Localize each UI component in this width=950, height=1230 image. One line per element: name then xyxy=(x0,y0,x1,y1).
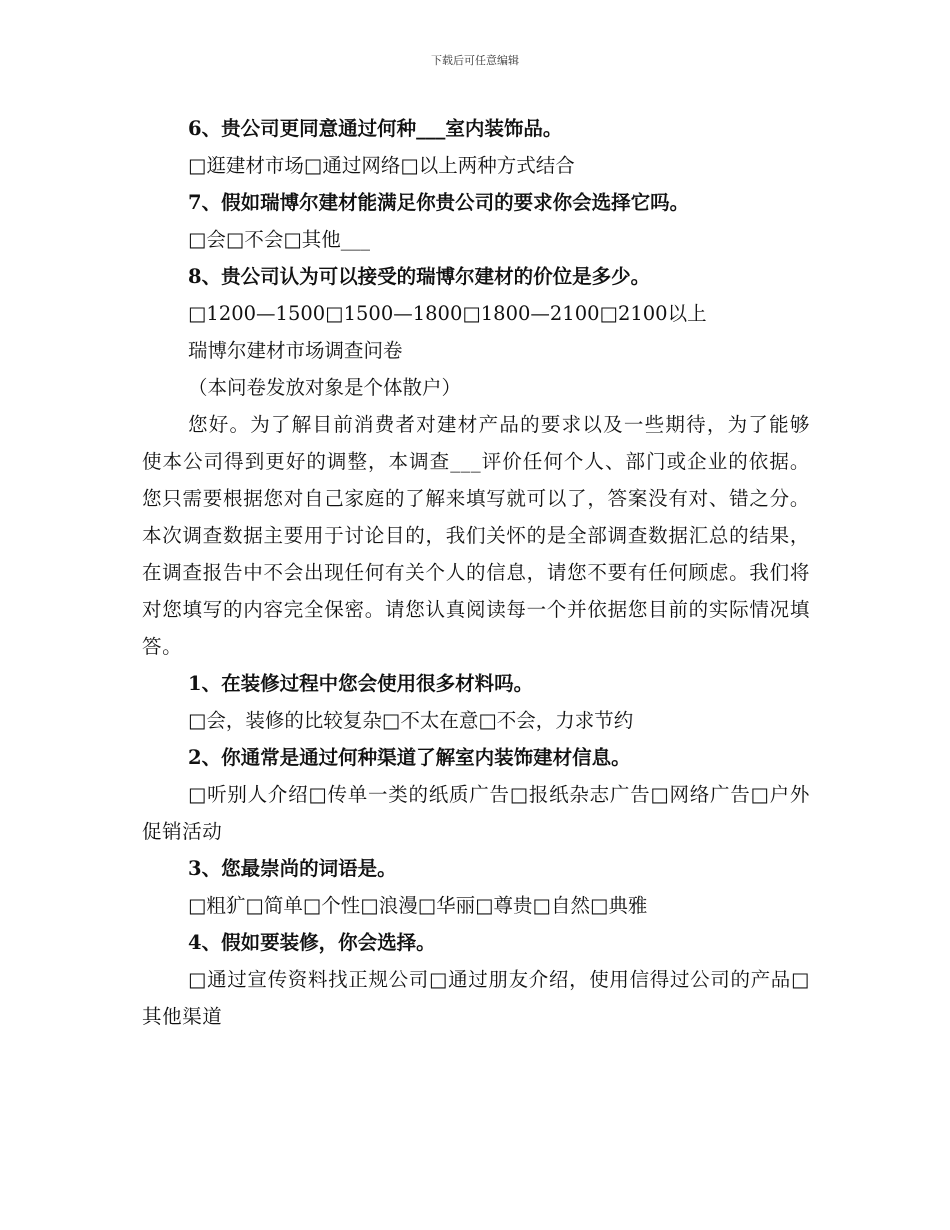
question-3: 3、您最崇尚的词语是。 xyxy=(188,857,397,880)
options-1: □会，装修的比较复杂□不太在意□不会，力求节约 xyxy=(188,709,634,732)
question-7: 7、假如瑞博尔建材能满足你贵公司的要求你会选择它吗。 xyxy=(188,191,690,214)
question-8: 8、贵公司认为可以接受的瑞博尔建材的价位是多少。 xyxy=(188,265,651,288)
document-body xyxy=(142,110,810,1035)
page-header: 下载后可任意编辑 xyxy=(431,54,519,67)
options-7: □会□不会□其他___ xyxy=(188,228,371,251)
options-6: □逛建材市场□通过网络□以上两种方式结合 xyxy=(188,154,575,177)
options-8: □1200—1500□1500—1800□1800—2100□2100以上 xyxy=(188,302,707,325)
survey-intro: 您好。为了解目前消费者对建材产品的要求以及一些期待，为了能够使本公司得到更好的调整，本调查___评价任何个人、部门或企业的依据。您只需要根据您对自己家庭的了解来填写就可以了，答案没有对、错之分。本次调查数据主要用于讨论目的，我们关怀的是全部调查数据汇总的结果，在调查报告中不会出现任何有关个人的信息，请您不要有任何顾虑。我们将对您填写的内容完全保密。请您认真阅读每一个并依据您目前的实际情况填答。 xyxy=(142,413,810,658)
question-4: 4、假如要装修，你会选择。 xyxy=(188,931,436,954)
options-2: □听别人介绍□传单一类的纸质广告□报纸杂志广告□网络广告□户外促销活动 xyxy=(142,783,810,843)
options-3: □粗犷□简单□个性□浪漫□华丽□尊贵□自然□典雅 xyxy=(188,894,648,917)
survey-title: 瑞博尔建材市场调查问卷 xyxy=(188,339,403,362)
survey-subtitle: （本问卷发放对象是个体散户） xyxy=(188,376,462,399)
options-4: □通过宣传资料找正规公司□通过朋友介绍，使用信得过公司的产品□其他渠道 xyxy=(142,968,810,1028)
question-6: 6、贵公司更同意通过何种___室内装饰品。 xyxy=(188,117,563,140)
question-1: 1、在装修过程中您会使用很多材料吗。 xyxy=(188,672,534,695)
question-2: 2、你通常是通过何种渠道了解室内装饰建材信息。 xyxy=(188,746,631,769)
